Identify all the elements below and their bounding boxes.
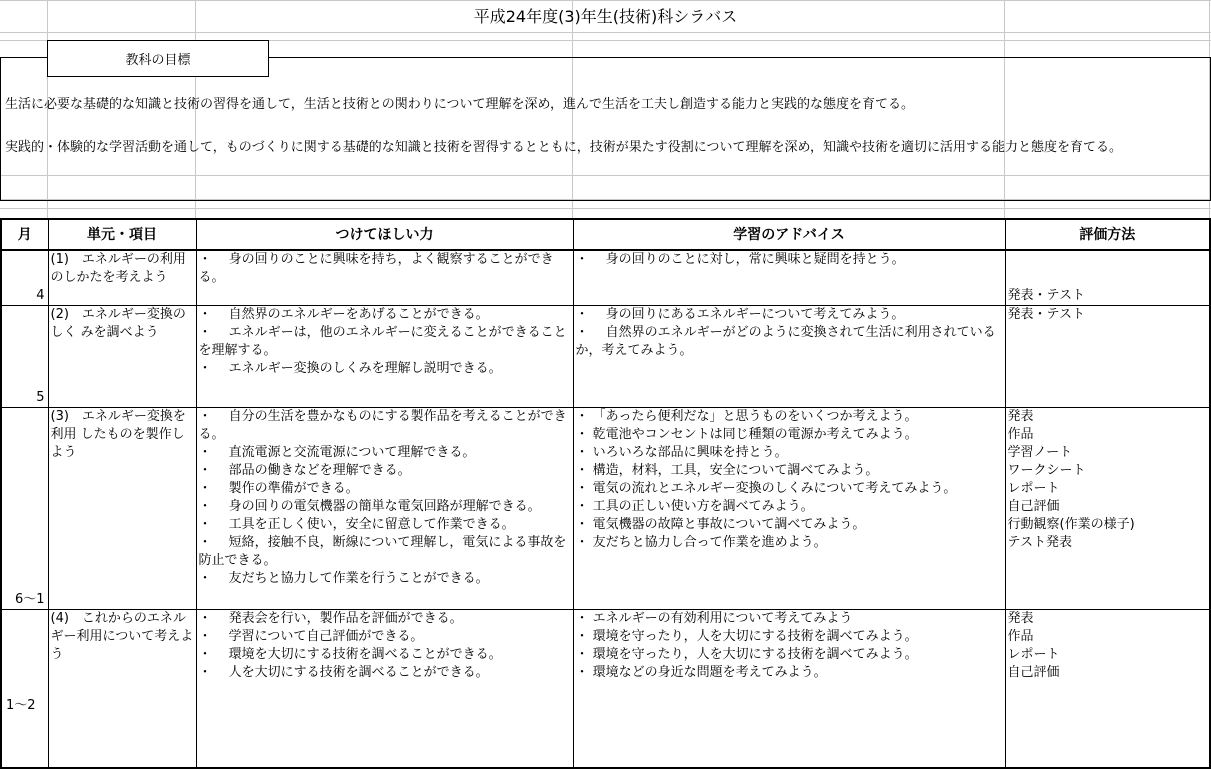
advice-item: ・ 環境などの身近な問題を考えてみよう。 bbox=[576, 664, 1003, 682]
advice-item: ・ 友だちと協力し合って作業を進めよう。 bbox=[576, 534, 1003, 552]
skills-cell bbox=[196, 610, 573, 769]
evaluation-item: レポート bbox=[1007, 647, 1060, 662]
skill-item: ・ 自然界のエネルギーをあげることができる。 bbox=[199, 306, 571, 324]
header-advice: 学習のアドバイス bbox=[573, 219, 1005, 250]
skills-cell bbox=[196, 408, 573, 610]
advice-item: ・ 環境を守ったり，人を大切にする技術を調べてみよう。 bbox=[576, 646, 1003, 664]
evaluation-item: 発表・テスト bbox=[1007, 288, 1085, 303]
evaluation-cell bbox=[1005, 306, 1210, 408]
advice-item: ・ 電気の流れとエネルギー変換のしくみについて考えてみよう。 bbox=[576, 480, 1003, 498]
skill-item: ・ 学習について自己評価ができる。 bbox=[199, 628, 571, 646]
skill-item: ・ 身の回りのことに興味を持ち，よく観察することができる。 bbox=[199, 251, 571, 287]
evaluation-item: ワークシート bbox=[1007, 463, 1086, 478]
advice-item: ・ 環境を守ったり，人を大切にする技術を調べてみよう。 bbox=[576, 628, 1003, 646]
skill-item: ・ 発表会を行い，製作品を評価ができる。 bbox=[199, 610, 571, 628]
advice-cell bbox=[573, 306, 1005, 408]
table-row bbox=[1, 610, 1210, 769]
skill-item: ・ 環境を大切にする技術を調べることができる。 bbox=[199, 646, 571, 664]
evaluation-cell bbox=[1005, 610, 1210, 769]
objective-line-2: 実践的・体験的な学習活動を通して，ものづくりに関する基礎的な知識と技術を習得するとともに，技術が果たす役割について理解を深め，知識や技術を適切に活用する能力と態度を育てる。 bbox=[5, 140, 1122, 155]
evaluation-item: 行動観察(作業の様子) bbox=[1007, 517, 1135, 532]
table-row bbox=[1, 408, 1210, 610]
advice-item: ・ 構造，材料，工具，安全について調べてみよう。 bbox=[576, 462, 1003, 480]
skill-item: ・ 身の回りの電気機器の簡単な電気回路が理解できる。 bbox=[199, 498, 571, 516]
advice-cell bbox=[573, 408, 1005, 610]
evaluation-item: 自己評価 bbox=[1007, 499, 1060, 514]
header-evaluation: 評価方法 bbox=[1005, 219, 1210, 250]
skill-item: ・ 人を大切にする技術を調べることができる。 bbox=[199, 664, 571, 682]
skill-item: ・ 部品の働きなどを理解できる。 bbox=[199, 462, 571, 480]
skills-cell bbox=[196, 306, 573, 408]
evaluation-item: 作品 bbox=[1007, 629, 1034, 644]
page-title: 平成24年度(3)年生(技術)科シラバス bbox=[473, 7, 738, 26]
skill-item: ・ 自分の生活を豊かなものにする製作品を考えることができる。 bbox=[199, 408, 571, 444]
skill-item: ・ エネルギー変換のしくみを理解し説明できる。 bbox=[199, 360, 571, 378]
objective-line-1: 生活に必要な基礎的な知識と技術の習得を通して，生活と技術との関わりについて理解を深め，進んで生活を工夫し創造する能力と実践的な態度を育てる。 bbox=[5, 97, 914, 112]
syllabus-table bbox=[0, 218, 1211, 769]
header-unit: 単元・項目 bbox=[48, 219, 196, 250]
month-cell: 4 bbox=[1, 250, 48, 306]
advice-cell bbox=[573, 610, 1005, 769]
evaluation-cell bbox=[1005, 408, 1210, 610]
month-cell: 1～2 bbox=[1, 610, 48, 769]
skill-item: ・ 工具を正しく使い，安全に留意して作業できる。 bbox=[199, 516, 571, 534]
skill-item: ・ 短絡，接触不良，断線について理解し，電気による事故を防止できる。 bbox=[199, 534, 571, 570]
evaluation-item: 学習ノート bbox=[1007, 445, 1073, 460]
advice-item: ・ 「あったら便利だな」と思うものをいくつか考えよう。 bbox=[576, 408, 1003, 426]
unit-cell: (3) エネルギー変換を利用 したものを製作しよう bbox=[48, 408, 196, 610]
evaluation-cell bbox=[1005, 250, 1210, 306]
skills-cell bbox=[196, 250, 573, 306]
evaluation-item bbox=[1008, 269, 1208, 287]
advice-item: ・ 工具の正しい使い方を調べてみよう。 bbox=[576, 498, 1003, 516]
unit-cell: (1) エネルギーの利用のしかたを考えよう bbox=[48, 250, 196, 306]
month-cell: 5 bbox=[1, 306, 48, 408]
advice-item: ・ 身の回りにあるエネルギーについて考えてみよう。 bbox=[576, 306, 1003, 324]
skill-item: ・ 製作の準備ができる。 bbox=[199, 480, 571, 498]
objective-label: 教科の目標 bbox=[47, 40, 269, 77]
unit-cell: (4) これからのエネルギー利用について考えよう bbox=[48, 610, 196, 769]
skill-item: ・ 直流電源と交流電源について理解できる。 bbox=[199, 444, 571, 462]
evaluation-item: 発表・テスト bbox=[1007, 307, 1085, 322]
advice-item: ・ エネルギーの有効利用について考えてみよう bbox=[576, 610, 1003, 628]
header-month: 月 bbox=[1, 219, 48, 250]
header-skills: つけてほしい力 bbox=[196, 219, 573, 250]
evaluation-item: 作品 bbox=[1007, 427, 1034, 442]
evaluation-item: レポート bbox=[1007, 481, 1060, 496]
evaluation-item: 発表 bbox=[1007, 611, 1034, 626]
evaluation-item bbox=[1008, 251, 1208, 269]
month-cell: 6～1 bbox=[1, 408, 48, 610]
table-row bbox=[1, 306, 1210, 408]
unit-cell: (2) エネルギー変換のしく みを調べよう bbox=[48, 306, 196, 408]
evaluation-item: 自己評価 bbox=[1007, 665, 1060, 680]
advice-item: ・ 自然界のエネルギーがどのように変換されて生活に利用されているか，考えてみよう。 bbox=[576, 324, 1003, 360]
advice-item: ・ いろいろな部品に興味を持とう。 bbox=[576, 444, 1003, 462]
evaluation-item: 発表 bbox=[1007, 409, 1034, 424]
advice-item: ・ 乾電池やコンセントは同じ種類の電源か考えてみよう。 bbox=[576, 426, 1003, 444]
evaluation-item: テスト発表 bbox=[1007, 535, 1072, 550]
table-row bbox=[1, 250, 1210, 306]
objective-area bbox=[0, 57, 1211, 201]
skill-item: ・ 友だちと協力して作業を行うことができる。 bbox=[199, 570, 571, 588]
skill-item: ・ エネルギーは，他のエネルギーに変えることができることを理解する。 bbox=[199, 324, 571, 360]
advice-item: ・ 身の回りのことに対し，常に興味と疑問を持とう。 bbox=[576, 251, 1003, 269]
advice-item: ・ 電気機器の故障と事故について調べてみよう。 bbox=[576, 516, 1003, 534]
advice-cell bbox=[573, 250, 1005, 306]
table-header-row bbox=[1, 219, 1210, 250]
